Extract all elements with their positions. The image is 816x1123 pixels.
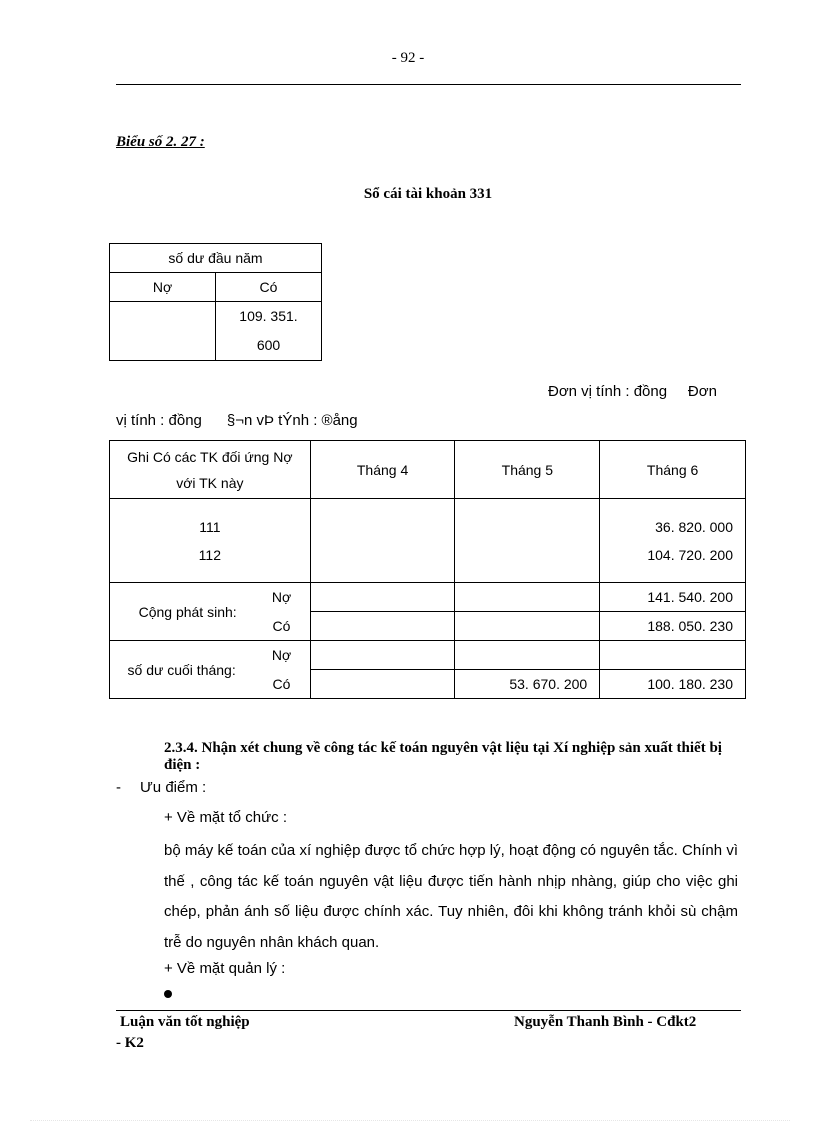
footer-left: Luận văn tốt nghiệp: [120, 1014, 250, 1030]
page-title: Sổ cái tài khoản 331: [363, 186, 493, 202]
footer-rule: [116, 1010, 741, 1011]
header-rule: [116, 84, 741, 85]
ledger-header-line1: Ghi Có các TK đối ứng Nợ: [127, 448, 293, 465]
ledger-header-account: [110, 441, 311, 499]
opening-balance-header: số dư đầu năm: [110, 244, 322, 273]
advantages-label: Ưu điểm :: [140, 779, 207, 796]
ledger-t6-value-111: 36. 820. 000: [655, 518, 733, 535]
opening-credit-value-line2: 600: [256, 337, 281, 353]
opening-credit-header: Có: [216, 273, 322, 302]
footer-right: Nguyễn Thanh Bình - Cđkt2: [514, 1014, 697, 1030]
closing-credit-t5: 53. 670. 200: [455, 670, 600, 699]
arising-credit-t6: 188. 050. 230: [600, 612, 746, 641]
closing-credit-t4: [310, 670, 455, 699]
arising-credit-t4: [310, 612, 455, 641]
closing-credit-t6: 100. 180. 230: [600, 670, 746, 699]
arising-debit-label: Nợ: [253, 583, 310, 612]
ledger-table: [109, 440, 746, 699]
ledger-account-111: 111: [199, 518, 221, 535]
opening-credit-value-line1: 109. 351.: [239, 308, 298, 324]
ledger-header-line2: với TK này: [176, 474, 244, 491]
ledger-accounts: [110, 499, 311, 583]
list-dash: -: [116, 779, 121, 796]
page-bottom-dots: [30, 1120, 790, 1121]
ledger-t6-value-112: 104. 720. 200: [647, 546, 733, 563]
opening-credit-value: [216, 302, 322, 361]
ledger-cell-t4-accounts: [310, 499, 455, 583]
arising-label: Cộng phát sinh:: [110, 583, 254, 641]
arising-credit-label: Có: [253, 612, 310, 641]
closing-debit-label: Nợ: [253, 641, 310, 670]
opening-debit-header: Nợ: [110, 273, 216, 302]
closing-credit-label: Có: [253, 670, 310, 699]
ledger-cell-t5-accounts: [455, 499, 600, 583]
ledger-header-month-5: Tháng 5: [455, 441, 600, 499]
bullet-icon: [164, 990, 172, 998]
arising-debit-t4: [310, 583, 455, 612]
unit-line-2: vị tính : đồng §¬n vÞ tÝnh : ®ång: [116, 412, 358, 429]
ledger-cell-t6-accounts: [600, 499, 746, 583]
ledger-header-month-6: Tháng 6: [600, 441, 746, 499]
footer-k: - K2: [116, 1035, 144, 1051]
section-heading: 2.3.4. Nhận xét chung về công tác kế toán nguyên vật liệu tại Xí nghiệp sản xuất thiết bị điện :: [164, 740, 722, 773]
closing-label: số dư cuối tháng:: [110, 641, 254, 699]
mgmt-label: + Về mặt quản lý :: [164, 960, 286, 977]
page-number: - 92 -: [391, 50, 425, 66]
form-label: Biểu số 2. 27 :: [116, 134, 205, 150]
opening-debit-value: [110, 302, 216, 361]
closing-debit-t6: [600, 641, 746, 670]
arising-debit-t5: [455, 583, 600, 612]
ledger-header-month-4: Tháng 4: [310, 441, 455, 499]
opening-balance-table: [109, 243, 322, 361]
closing-debit-t5: [455, 641, 600, 670]
unit-line-1: Đơn vị tính : đồng Đơn: [548, 383, 717, 400]
arising-debit-t6: 141. 540. 200: [600, 583, 746, 612]
closing-debit-t4: [310, 641, 455, 670]
arising-credit-t5: [455, 612, 600, 641]
org-paragraph: bộ máy kế toán của xí nghiệp được tổ chức hợp lý, hoạt động có nguyên tắc. Chính vì thế , công tác kế toán nguyên vật liệu được tiến hành nhịp nhàng, giúp cho việc ghi chép, phản ánh số liệu được chính xác. Tuy nhiên, đôi khi không tránh khỏi sù chậm trễ do nguyên nhân khách quan.: [164, 842, 738, 951]
org-label: + Về mặt tổ chức :: [164, 809, 288, 826]
ledger-account-112: 112: [198, 546, 221, 563]
